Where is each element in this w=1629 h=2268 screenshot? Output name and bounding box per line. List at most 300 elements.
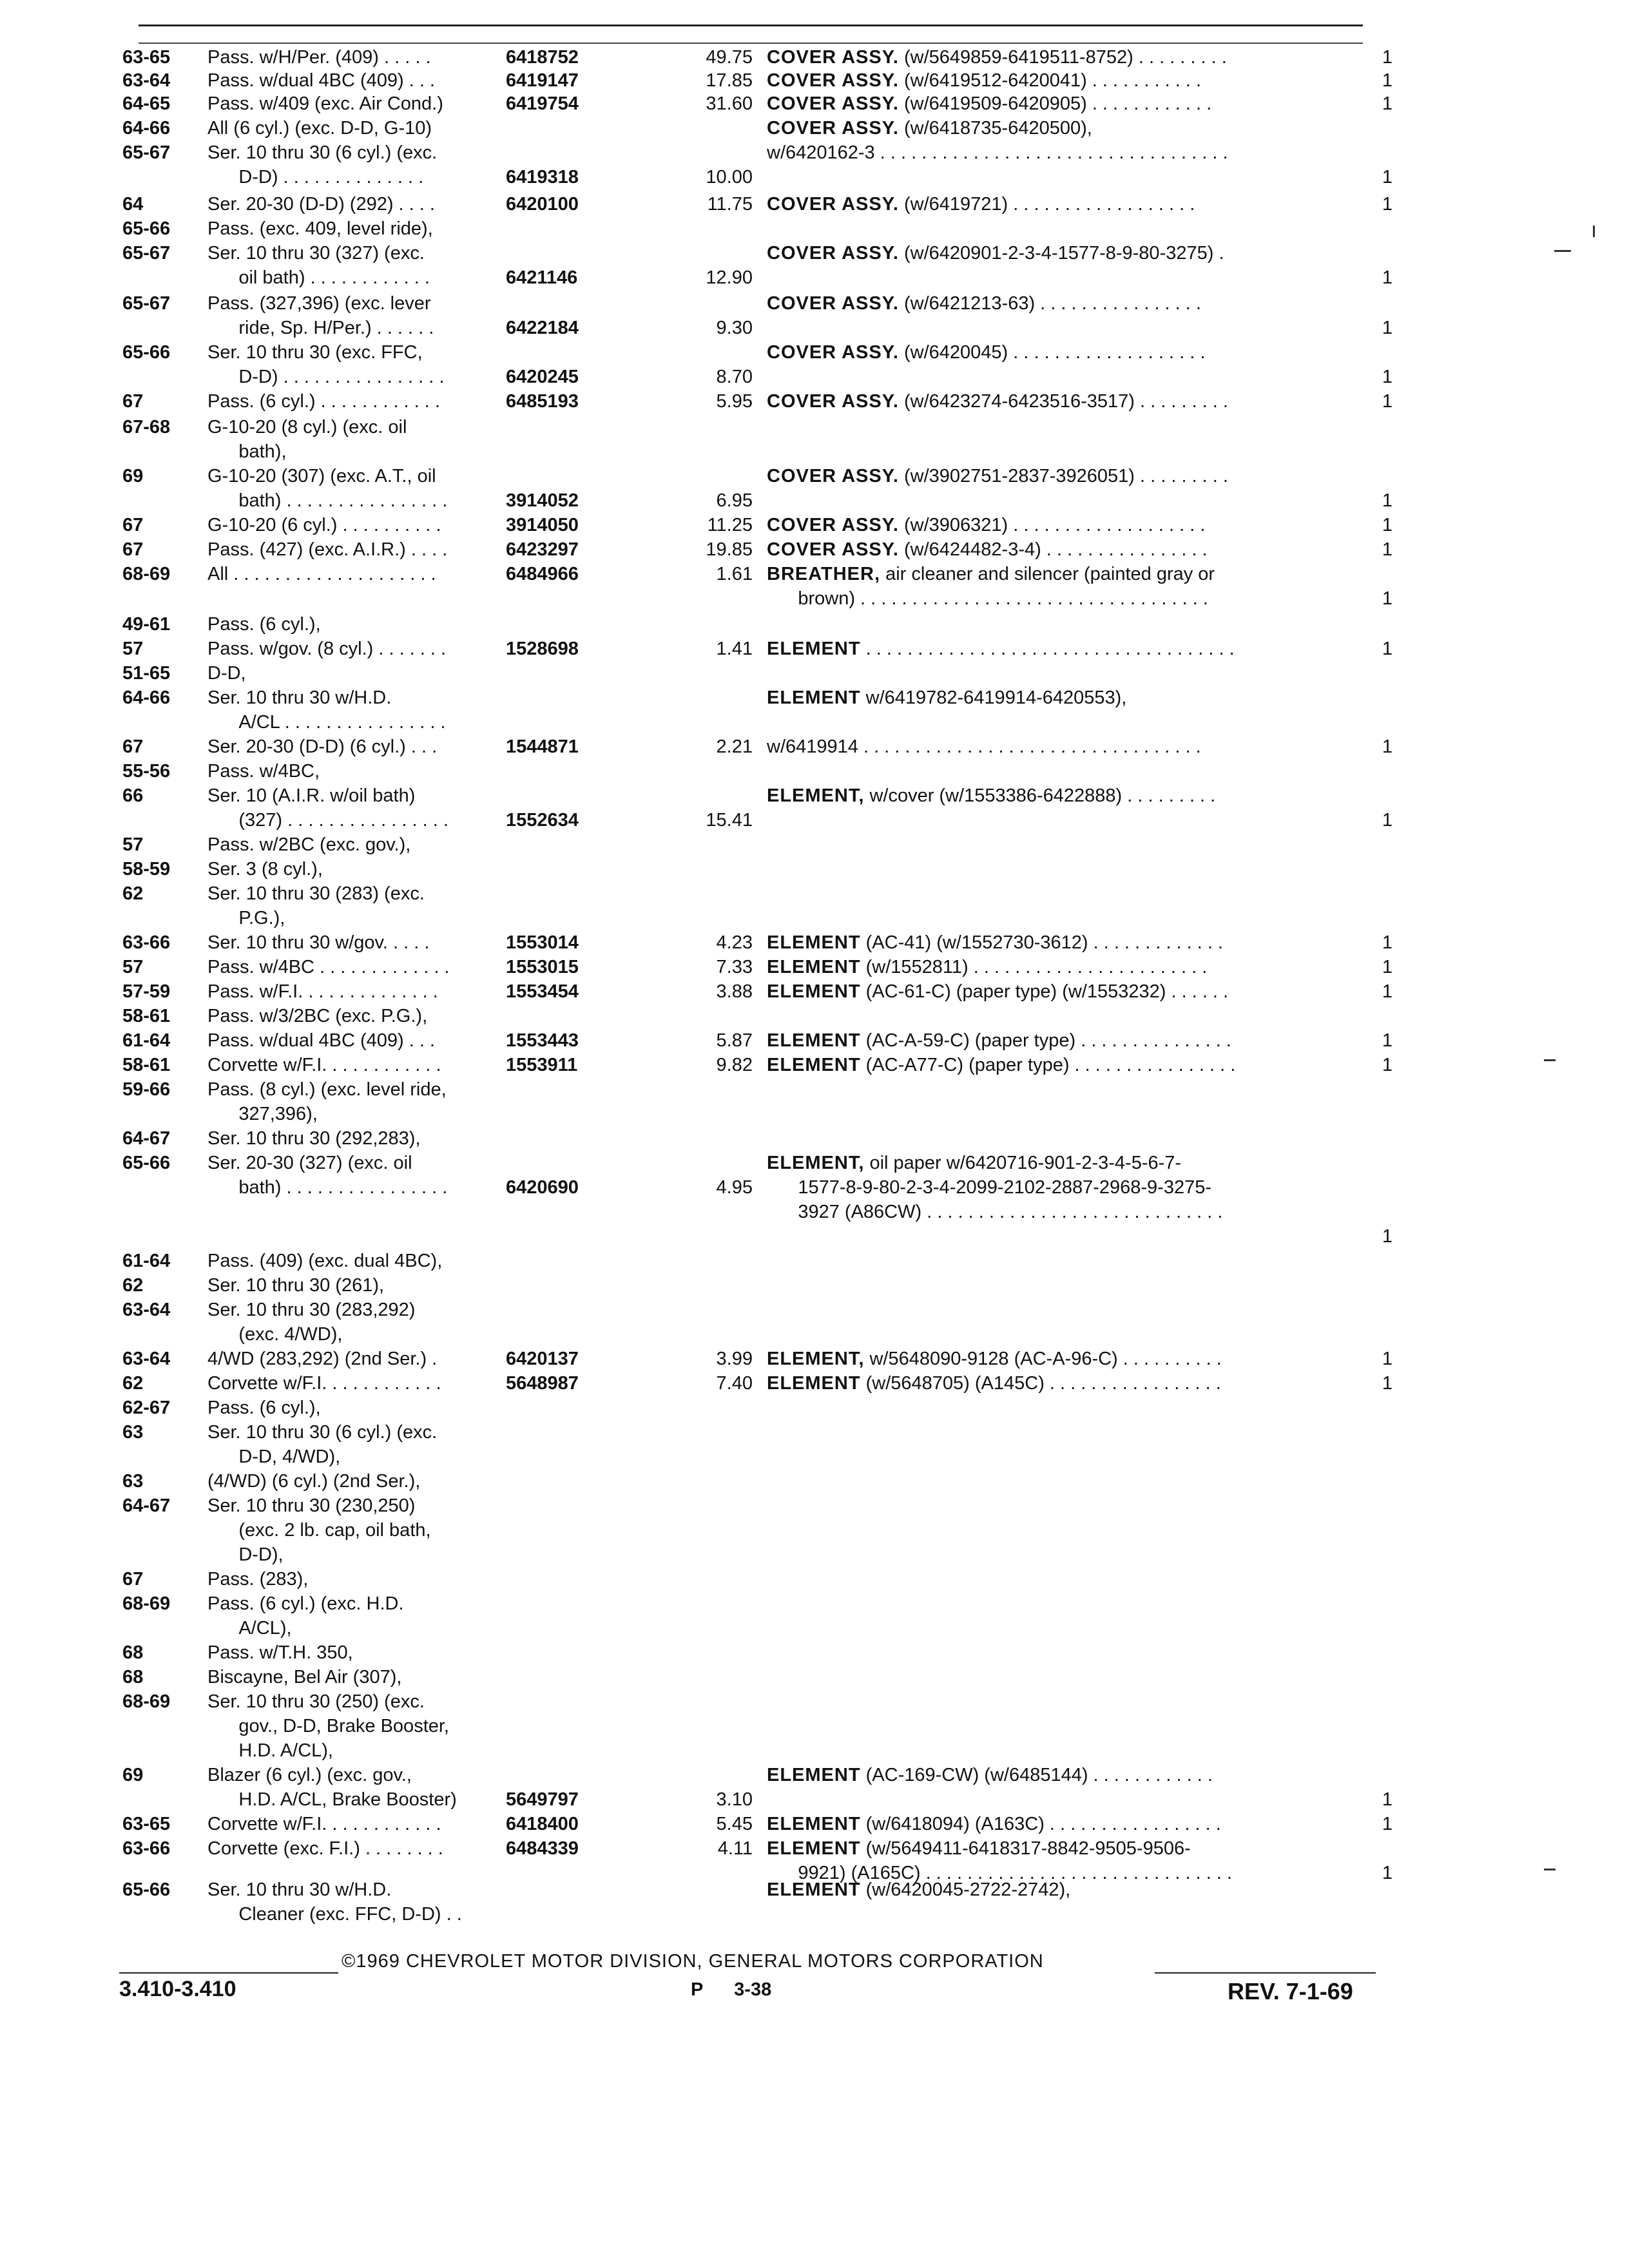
page-number: P 3-38 [691, 1979, 772, 2000]
part-name-line: 3927 (A86CW) . . . . . . . . . . . . . . . . . . . . . . . . . . . . . [767, 1202, 1223, 1222]
part-name-line: ELEMENT w/6419782-6419914-6420553), [767, 687, 1127, 708]
model-years: 64-66 [122, 118, 171, 139]
model-years: 59-66 [122, 1079, 171, 1100]
description-line: P.G.), [207, 908, 285, 928]
description-line: bath), [207, 441, 287, 462]
part-number: 3914052 [506, 490, 579, 511]
scan-speck [1544, 1869, 1556, 1870]
description-line: Pass. w/T.H. 350, [207, 1642, 353, 1663]
model-years: 55-56 [122, 761, 171, 782]
quantity: 1 [1382, 47, 1393, 68]
description-line: Corvette w/F.I. . . . . . . . . . . . [207, 1814, 441, 1834]
revision-date: REV. 7-1-69 [1228, 1978, 1353, 2004]
model-years: 61-64 [122, 1030, 171, 1051]
model-years: 63 [122, 1422, 144, 1443]
top-rule-secondary [139, 43, 1363, 44]
description-line: Ser. 10 thru 30 w/H.D. [207, 1879, 392, 1900]
model-years: 57 [122, 957, 144, 977]
description-line: D-D) . . . . . . . . . . . . . . [207, 167, 424, 187]
scan-speck [1544, 1059, 1556, 1061]
part-name [767, 1371, 1334, 1396]
application-description [207, 140, 510, 189]
list-price: 7.33 [716, 957, 753, 977]
part-number: 6419754 [506, 93, 579, 114]
model-years: 67 [122, 539, 144, 560]
application-description [207, 686, 510, 735]
model-years: 64-66 [122, 687, 171, 708]
list-price: 17.85 [706, 70, 753, 91]
description-line: Ser. 10 thru 30 (6 cyl.) (exc. [207, 1422, 438, 1443]
model-years: 62 [122, 883, 144, 904]
description-line: Pass. (6 cyl.) (exc. H.D. [207, 1593, 404, 1614]
application-description [207, 1763, 510, 1812]
part-name-line: COVER ASSY. (w/6421213-63) . . . . . . . . . . . . . . . . [767, 293, 1201, 314]
part-name [767, 1763, 1334, 1787]
list-price: 6.95 [716, 490, 753, 511]
model-years: 64-67 [122, 1128, 171, 1149]
part-number: 6422184 [506, 318, 579, 338]
list-price: 8.70 [716, 367, 753, 387]
list-price: 10.00 [706, 167, 753, 187]
quantity: 1 [1382, 1373, 1393, 1394]
part-name-line: ELEMENT (w/6420045-2722-2742), [767, 1879, 1071, 1900]
model-years: 63-65 [122, 47, 171, 68]
part-name-line: brown) . . . . . . . . . . . . . . . . . . . . . . . . . . . . . . . . . . [767, 588, 1208, 609]
description-line: Pass. w/409 (exc. Air Cond.) [207, 93, 443, 114]
model-years: 66 [122, 785, 144, 806]
model-years: 63-64 [122, 1300, 171, 1320]
description-line: Pass. w/3/2BC (exc. P.G.), [207, 1006, 428, 1026]
application-description [207, 1028, 510, 1053]
part-name-line: ELEMENT . . . . . . . . . . . . . . . . . . . . . . . . . . . . . . . . . . . . [767, 639, 1235, 659]
description-line: Pass. (283), [207, 1569, 309, 1590]
quantity: 1 [1382, 515, 1393, 535]
description-line: D-D, [207, 663, 246, 684]
quantity: 1 [1382, 194, 1393, 215]
description-line: Ser. 10 thru 30 (327) (exc. [207, 243, 425, 264]
description-line: Ser. 10 thru 30 (exc. FFC, [207, 342, 423, 363]
part-name [767, 140, 1334, 165]
list-price: 5.95 [716, 391, 753, 412]
application-description [207, 1396, 510, 1420]
model-years: 62 [122, 1373, 144, 1394]
part-name [767, 91, 1334, 116]
part-number: 6485193 [506, 391, 579, 412]
list-price: 11.25 [707, 515, 753, 535]
application-description [207, 91, 510, 116]
application-description [207, 464, 510, 513]
description-line: All (6 cyl.) (exc. D-D, G-10) [207, 118, 432, 139]
list-price: 3.99 [716, 1349, 753, 1369]
part-number: 1553015 [506, 957, 579, 977]
quantity: 1 [1382, 1349, 1393, 1369]
description-line: D-D, 4/WD), [207, 1446, 341, 1467]
model-years: 63-66 [122, 1838, 171, 1859]
list-price: 19.85 [706, 539, 753, 560]
description-line: Ser. 10 (A.I.R. w/oil bath) [207, 785, 416, 806]
model-years: 67 [122, 736, 144, 757]
part-name-line: w/6419914 . . . . . . . . . . . . . . . . . . . . . . . . . . . . . . . . . [767, 736, 1201, 757]
description-line: Ser. 10 thru 30 (6 cyl.) (exc. [207, 142, 438, 163]
part-name-line: w/6420162-3 . . . . . . . . . . . . . . . . . . . . . . . . . . . . . . . . . . [767, 142, 1228, 163]
part-name-line: ELEMENT (w/5648705) (A145C) . . . . . . . . . . . . . . . . . [767, 1373, 1221, 1394]
application-description [207, 1151, 510, 1200]
description-line: (327) . . . . . . . . . . . . . . . . [207, 810, 448, 831]
part-name-line: COVER ASSY. (w/6418735-6420500), [767, 118, 1092, 139]
part-number: 6420245 [506, 367, 579, 387]
model-years: 64 [122, 194, 144, 215]
model-years: 63-64 [122, 70, 171, 91]
model-years: 49-61 [122, 614, 171, 635]
application-description [207, 241, 510, 290]
part-name [767, 513, 1334, 537]
quantity: 1 [1382, 167, 1393, 187]
quantity: 1 [1382, 588, 1393, 609]
application-description [207, 1053, 510, 1077]
copyright-line: ©1969 CHEVROLET MOTOR DIVISION, GENERAL MOTORS CORPORATION [342, 1951, 1044, 1972]
part-number: 5648987 [506, 1373, 579, 1394]
quantity: 1 [1382, 267, 1393, 288]
part-name [767, 192, 1334, 216]
application-description [207, 1126, 510, 1151]
model-years: 58-61 [122, 1006, 171, 1026]
part-name-line: BREATHER, air cleaner and silencer (painted gray or [767, 564, 1215, 584]
part-number: 6423297 [506, 539, 579, 560]
application-description [207, 192, 510, 216]
part-number: 6419318 [506, 167, 579, 187]
description-line: ride, Sp. H/Per.) . . . . . . [207, 318, 434, 338]
part-name [767, 979, 1334, 1004]
application-description [207, 562, 510, 586]
application-description [207, 291, 510, 340]
model-years: 65-66 [122, 1879, 171, 1900]
description-line: Pass. w/dual 4BC (409) . . . [207, 70, 435, 91]
section-number: 3.410-3.410 [119, 1977, 236, 2001]
application-description [207, 415, 510, 464]
description-line: Cleaner (exc. FFC, D-D) . . [207, 1904, 462, 1925]
part-name-line: 1577-8-9-80-2-3-4-2099-2102-2887-2968-9-3275- [767, 1177, 1211, 1198]
application-description [207, 1567, 510, 1591]
application-description [207, 735, 510, 759]
model-years: 62-67 [122, 1398, 171, 1418]
part-number: 6420690 [506, 1177, 579, 1198]
part-name [767, 116, 1334, 140]
list-price: 1.61 [716, 564, 753, 584]
part-name [767, 340, 1334, 365]
model-years: 65-66 [122, 1153, 171, 1173]
description-line: Ser. 10 thru 30 (283,292) [207, 1300, 416, 1320]
model-years: 68-69 [122, 564, 171, 584]
description-line: Ser. 10 thru 30 (283) (exc. [207, 883, 425, 904]
part-name-line: COVER ASSY. (w/5649859-6419511-8752) . . . . . . . . . [767, 47, 1227, 68]
description-line: Pass. w/H/Per. (409) . . . . . [207, 47, 431, 68]
quantity: 1 [1382, 639, 1393, 659]
model-years: 58-59 [122, 859, 171, 879]
description-line: Ser. 10 thru 30 (230,250) [207, 1495, 416, 1516]
application-description [207, 661, 510, 686]
part-name [767, 1053, 1334, 1077]
model-years: 68 [122, 1667, 144, 1687]
description-line: (4/WD) (6 cyl.) (2nd Ser.), [207, 1471, 421, 1492]
quantity: 1 [1382, 490, 1393, 511]
description-line: Pass. w/2BC (exc. gov.), [207, 834, 411, 855]
application-description [207, 1591, 510, 1640]
quantity: 1 [1382, 93, 1393, 114]
application-description [207, 1249, 510, 1273]
description-line: A/CL), [207, 1618, 292, 1639]
part-number: 6418400 [506, 1814, 579, 1834]
model-years: 63-65 [122, 1814, 171, 1834]
application-description [207, 832, 510, 857]
quantity: 1 [1382, 539, 1393, 560]
description-line: H.D. A/CL), [207, 1740, 333, 1761]
application-description [207, 537, 510, 562]
quantity: 1 [1382, 932, 1393, 953]
application-description [207, 1812, 510, 1836]
model-years: 63-66 [122, 932, 171, 953]
part-name [767, 562, 1334, 611]
model-years: 67 [122, 515, 144, 535]
part-name [767, 1878, 1334, 1902]
quantity: 1 [1382, 1863, 1393, 1883]
part-number: 6484966 [506, 564, 579, 584]
description-line: Corvette w/F.I. . . . . . . . . . . . [207, 1055, 441, 1075]
list-price: 4.11 [717, 1838, 753, 1859]
part-number: 6421146 [506, 267, 578, 288]
description-line: bath) . . . . . . . . . . . . . . . . [207, 1177, 448, 1198]
part-number: 1553443 [506, 1030, 579, 1051]
description-line: Ser. 10 thru 30 w/gov. . . . . [207, 932, 430, 953]
list-price: 2.21 [716, 736, 753, 757]
quantity: 1 [1382, 70, 1393, 91]
application-description [207, 979, 510, 1004]
part-name-line: COVER ASSY. (w/3902751-2837-3926051) . . . . . . . . . [767, 466, 1228, 486]
part-name [767, 537, 1334, 562]
list-price: 1.41 [716, 639, 753, 659]
application-description [207, 116, 510, 140]
part-name-line: COVER ASSY. (w/6420045) . . . . . . . . . . . . . . . . . . . [767, 342, 1206, 363]
part-name-line: COVER ASSY. (w/3906321) . . . . . . . . . . . . . . . . . . . [767, 515, 1206, 535]
quantity: 1 [1382, 810, 1393, 831]
part-name [767, 955, 1334, 979]
part-name-line: ELEMENT, w/5648090-9128 (AC-A-96-C) . . . . . . . . . . [767, 1349, 1222, 1369]
list-price: 7.40 [716, 1373, 753, 1394]
part-name-line: COVER ASSY. (w/6419512-6420041) . . . . . . . . . . . [767, 70, 1202, 91]
part-number: 1544871 [506, 736, 579, 757]
part-name-line: ELEMENT (AC-A-59-C) (paper type) . . . . . . . . . . . . . . . [767, 1030, 1231, 1051]
description-line: Ser. 10 thru 30 (261), [207, 1275, 385, 1296]
model-years: 62 [122, 1275, 144, 1296]
part-name-line: COVER ASSY. (w/6419509-6420905) . . . . . . . . . . . . [767, 93, 1212, 114]
description-line: H.D. A/CL, Brake Booster) [207, 1789, 457, 1810]
description-line: Pass. w/gov. (8 cyl.) . . . . . . . [207, 639, 447, 659]
model-years: 68 [122, 1642, 144, 1663]
description-line: Pass. (8 cyl.) (exc. level ride, [207, 1079, 447, 1100]
part-name-line: ELEMENT (w/5649411-6418317-8842-9505-9506- [767, 1838, 1191, 1859]
description-line: G-10-20 (8 cyl.) (exc. oil [207, 417, 407, 437]
model-years: 69 [122, 466, 144, 486]
model-years: 65-66 [122, 342, 171, 363]
part-name-line: ELEMENT (AC-41) (w/1552730-3612) . . . . . . . . . . . . . [767, 932, 1224, 953]
part-number: 6418752 [506, 47, 579, 68]
model-years: 67 [122, 1569, 144, 1590]
part-name [767, 389, 1334, 414]
description-line: oil bath) . . . . . . . . . . . . [207, 267, 430, 288]
list-price: 49.75 [706, 47, 753, 68]
part-name [767, 464, 1334, 488]
quantity: 1 [1382, 367, 1393, 387]
application-description [207, 930, 510, 955]
application-description [207, 1494, 510, 1567]
description-line: Pass. w/F.I. . . . . . . . . . . . . . [207, 981, 438, 1002]
part-name [767, 783, 1334, 808]
model-years: 64-67 [122, 1495, 171, 1516]
part-name-line: COVER ASSY. (w/6424482-3-4) . . . . . . . . . . . . . . . . [767, 539, 1208, 560]
list-price: 3.88 [716, 981, 753, 1002]
part-name [767, 45, 1334, 70]
part-name [767, 637, 1334, 661]
part-name [767, 1151, 1334, 1224]
part-number: 1553911 [506, 1055, 578, 1075]
part-name [767, 930, 1334, 955]
model-years: 58-61 [122, 1055, 171, 1075]
part-name-line: COVER ASSY. (w/6420901-2-3-4-1577-8-9-80-3275) . [767, 243, 1224, 264]
description-line: Pass. (409) (exc. dual 4BC), [207, 1251, 443, 1271]
list-price: 3.10 [716, 1789, 753, 1810]
description-line: G-10-20 (6 cyl.) . . . . . . . . . . [207, 515, 441, 535]
application-description [207, 637, 510, 661]
model-years: 51-65 [122, 663, 171, 684]
list-price: 15.41 [706, 810, 753, 831]
model-years: 65-66 [122, 218, 171, 239]
list-price: 31.60 [706, 93, 753, 114]
model-years: 65-67 [122, 243, 171, 264]
description-line: Pass. (6 cyl.) . . . . . . . . . . . . [207, 391, 440, 412]
part-number: 6420137 [506, 1349, 579, 1369]
model-years: 57 [122, 639, 144, 659]
model-years: 61-64 [122, 1251, 171, 1271]
quantity: 1 [1382, 318, 1393, 338]
quantity: 1 [1382, 1055, 1393, 1075]
description-line: (exc. 2 lb. cap, oil bath, [207, 1520, 431, 1541]
part-name [767, 291, 1334, 316]
description-line: (exc. 4/WD), [207, 1324, 343, 1345]
description-line: D-D) . . . . . . . . . . . . . . . . [207, 367, 445, 387]
description-line: Pass. w/4BC . . . . . . . . . . . . . [207, 957, 450, 977]
part-name-line: COVER ASSY. (w/6423274-6423516-3517) . . . . . . . . . [767, 391, 1228, 412]
description-line: Ser. 10 thru 30 (292,283), [207, 1128, 421, 1149]
part-name-line: COVER ASSY. (w/6419721) . . . . . . . . . . . . . . . . . . [767, 194, 1195, 215]
application-description [207, 45, 510, 70]
application-description [207, 783, 510, 832]
description-line: 4/WD (283,292) (2nd Ser.) . [207, 1349, 438, 1369]
quantity: 1 [1382, 1789, 1393, 1810]
quantity: 1 [1382, 1814, 1393, 1834]
part-name [767, 1812, 1334, 1836]
top-rule [139, 24, 1363, 26]
model-years: 63 [122, 1471, 144, 1492]
application-description [207, 1878, 510, 1927]
description-line: bath) . . . . . . . . . . . . . . . . [207, 490, 448, 511]
quantity: 1 [1382, 391, 1393, 412]
description-line: Ser. 20-30 (D-D) (6 cyl.) . . . [207, 736, 438, 757]
description-line: All . . . . . . . . . . . . . . . . . . . . [207, 564, 436, 584]
part-number: 1553014 [506, 932, 579, 953]
part-name [767, 1347, 1334, 1371]
application-description [207, 1640, 510, 1665]
application-description [207, 68, 510, 93]
model-years: 65-67 [122, 142, 171, 163]
part-name-line: ELEMENT (w/1552811) . . . . . . . . . . . . . . . . . . . . . . . [767, 957, 1208, 977]
part-name-line: ELEMENT (AC-A77-C) (paper type) . . . . . . . . . . . . . . . . [767, 1055, 1236, 1075]
list-price: 4.23 [716, 932, 753, 953]
application-description [207, 216, 510, 241]
quantity: 1 [1382, 981, 1393, 1002]
footer-rule-left [119, 1972, 338, 1974]
part-number: 3914050 [506, 515, 579, 535]
quantity: 1 [1382, 736, 1393, 757]
list-price: 9.30 [716, 318, 753, 338]
description-line: gov., D-D, Brake Booster, [207, 1716, 449, 1736]
list-price: 4.95 [716, 1177, 753, 1198]
model-years: 67 [122, 391, 144, 412]
description-line: Pass. (6 cyl.), [207, 1398, 321, 1418]
application-description [207, 1347, 510, 1371]
application-description [207, 1420, 510, 1469]
scan-speck [1554, 250, 1571, 252]
list-price: 12.90 [706, 267, 753, 288]
description-line: Ser. 20-30 (327) (exc. oil [207, 1153, 412, 1173]
application-description [207, 340, 510, 389]
model-years: 64-65 [122, 93, 171, 114]
description-line: G-10-20 (307) (exc. A.T., oil [207, 466, 436, 486]
part-name [767, 1028, 1334, 1053]
description-line: Corvette (exc. F.I.) . . . . . . . . [207, 1838, 443, 1859]
application-description [207, 857, 510, 881]
application-description [207, 881, 510, 930]
part-name-line: ELEMENT, oil paper w/6420716-901-2-3-4-5-6-7- [767, 1153, 1182, 1173]
part-name-line: ELEMENT (AC-61-C) (paper type) (w/1553232) . . . . . . [767, 981, 1229, 1002]
application-description [207, 1469, 510, 1494]
part-number: 1553454 [506, 981, 579, 1002]
description-line: Pass. w/4BC, [207, 761, 320, 782]
part-name [767, 686, 1334, 710]
description-line: Ser. 10 thru 30 w/H.D. [207, 687, 392, 708]
part-name-line: ELEMENT (AC-169-CW) (w/6485144) . . . . . . . . . . . . [767, 1765, 1213, 1785]
application-description [207, 1836, 510, 1861]
part-name [767, 68, 1334, 93]
model-years: 63-64 [122, 1349, 171, 1369]
part-number: 6420100 [506, 194, 579, 215]
description-line: Ser. 10 thru 30 (250) (exc. [207, 1691, 425, 1712]
part-number: 5649797 [506, 1789, 579, 1810]
description-line: Pass. (exc. 409, level ride), [207, 218, 433, 239]
model-years: 67-68 [122, 417, 171, 437]
description-line: A/CL . . . . . . . . . . . . . . . . [207, 712, 446, 733]
application-description [207, 1298, 510, 1347]
model-years: 65-67 [122, 293, 171, 314]
part-number: 6484339 [506, 1838, 579, 1859]
quantity: 1 [1382, 957, 1393, 977]
description-line: Pass. w/dual 4BC (409) . . . [207, 1030, 435, 1051]
footer-rule-right [1155, 1972, 1376, 1974]
application-description [207, 513, 510, 537]
description-line: Ser. 3 (8 cyl.), [207, 859, 323, 879]
list-price: 5.45 [716, 1814, 753, 1834]
model-years: 68-69 [122, 1691, 171, 1712]
quantity: 1 [1382, 1030, 1393, 1051]
description-line: Pass. (6 cyl.), [207, 614, 321, 635]
